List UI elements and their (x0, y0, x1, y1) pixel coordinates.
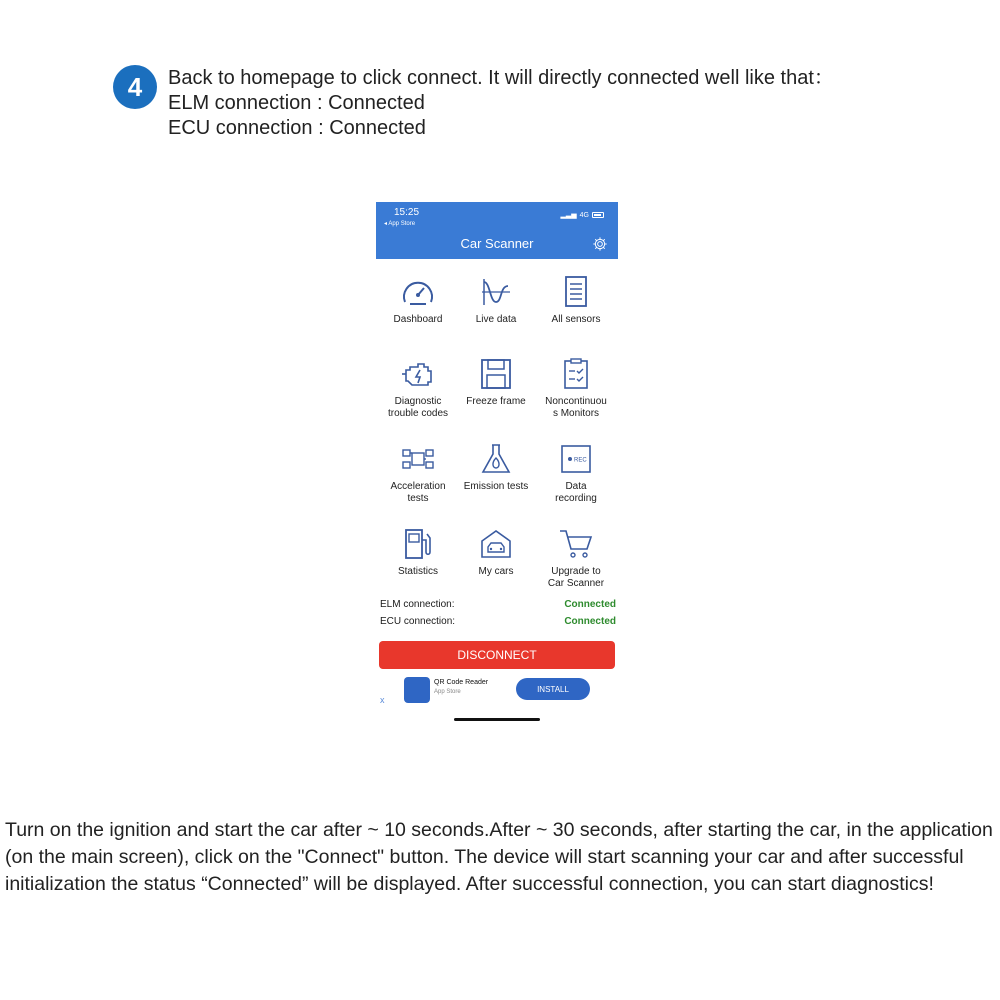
tile-upgrade[interactable] (536, 528, 616, 590)
engine-icon (400, 358, 436, 390)
gear-icon[interactable] (592, 236, 608, 252)
tile-label (536, 396, 616, 420)
step-line: ECU connection : Connected (168, 117, 426, 139)
status-time: 15:25 (394, 207, 420, 218)
list-icon (558, 276, 594, 308)
ad-title: QR Code Reader (434, 679, 489, 686)
label-line: s Monitors (552, 408, 600, 419)
step-description (168, 66, 834, 141)
signal-indicator (561, 211, 605, 219)
speedometer-icon (400, 276, 436, 308)
tile-freeze-frame[interactable] (456, 358, 536, 408)
tile-label (536, 481, 616, 505)
battery-icon (592, 212, 604, 218)
tile-label (536, 566, 616, 590)
label-line: recording (555, 493, 597, 504)
label-line: trouble codes (387, 408, 449, 419)
disconnect-button[interactable]: DISCONNECT (379, 641, 615, 669)
qr-code-icon (404, 677, 430, 703)
elm-connection-status: Connected (564, 599, 616, 610)
tile-label: Emission tests (463, 481, 529, 492)
label-line: Diagnostic (394, 396, 442, 407)
live-graph-icon (478, 276, 514, 308)
tile-all-sensors[interactable] (536, 276, 616, 326)
install-button[interactable]: INSTALL (516, 678, 590, 700)
ecu-connection-row (380, 616, 616, 627)
back-to-app-store-link[interactable]: ◂ App Store (384, 221, 416, 227)
label-line: Car Scanner (547, 578, 605, 589)
elm-connection-row (380, 599, 616, 610)
tile-acceleration-tests[interactable] (378, 443, 458, 505)
instructions-paragraph: Turn on the ignition and start the car after ~ 10 seconds.After ~ 30 seconds, after starting the car, in the application (on the main screen), click on the "Connect" button. The device will start scanning your car and after successful initialization the status “Connected” will be displayed. After successful connection, you can start diagnostics! (5, 819, 993, 895)
step-line: ELM connection : Connected (168, 92, 425, 114)
tile-label: My cars (478, 566, 514, 577)
tile-label (378, 481, 458, 505)
app-title: Car Scanner (460, 236, 534, 251)
ecu-connection-label: ECU connection: (380, 616, 456, 627)
label-line: tests (407, 493, 429, 504)
tile-label: Statistics (397, 566, 438, 577)
tile-label: Dashboard (393, 314, 443, 325)
tile-dashboard[interactable] (378, 276, 458, 326)
ecu-connection-status: Connected (564, 616, 616, 627)
flask-icon (478, 443, 514, 475)
tile-live-data[interactable] (456, 276, 536, 326)
app-header (376, 202, 618, 259)
svg-text:REC: REC (574, 457, 587, 464)
label-line: Data (565, 481, 587, 492)
tile-diagnostic-trouble-codes[interactable] (378, 358, 458, 420)
label-line: Acceleration (390, 481, 446, 492)
rec-icon (558, 443, 594, 475)
signal-bars-icon: ▂▃▅ (560, 212, 577, 219)
tile-label: Freeze frame (466, 396, 526, 407)
tile-label (378, 396, 458, 420)
tile-label: Live data (475, 314, 517, 325)
label-line: Upgrade to (551, 566, 601, 577)
phone-screenshot (376, 202, 618, 728)
tile-data-recording[interactable] (536, 443, 616, 505)
step-number-badge: 4 (113, 65, 157, 109)
ad-subtitle: App Store (434, 689, 461, 695)
cart-icon (558, 528, 594, 560)
tile-statistics[interactable] (378, 528, 458, 578)
clipboard-check-icon (558, 358, 594, 390)
home-indicator[interactable] (454, 718, 540, 721)
label-line: Noncontinuou (545, 396, 607, 407)
tile-emission-tests[interactable] (456, 443, 536, 493)
tile-noncontinuous-monitors[interactable] (536, 358, 616, 420)
elm-connection-label: ELM connection: (380, 599, 455, 610)
garage-icon (478, 528, 514, 560)
fuel-pump-icon (400, 528, 436, 560)
tile-my-cars[interactable] (456, 528, 536, 578)
step-line: Back to homepage to click connect. It will directly connected well like that： (168, 67, 834, 89)
ad-close-icon[interactable]: x (380, 695, 385, 705)
chassis-icon (400, 443, 436, 475)
network-type: 4G (579, 211, 589, 219)
tile-label: All sensors (551, 314, 601, 325)
floppy-icon (478, 358, 514, 390)
